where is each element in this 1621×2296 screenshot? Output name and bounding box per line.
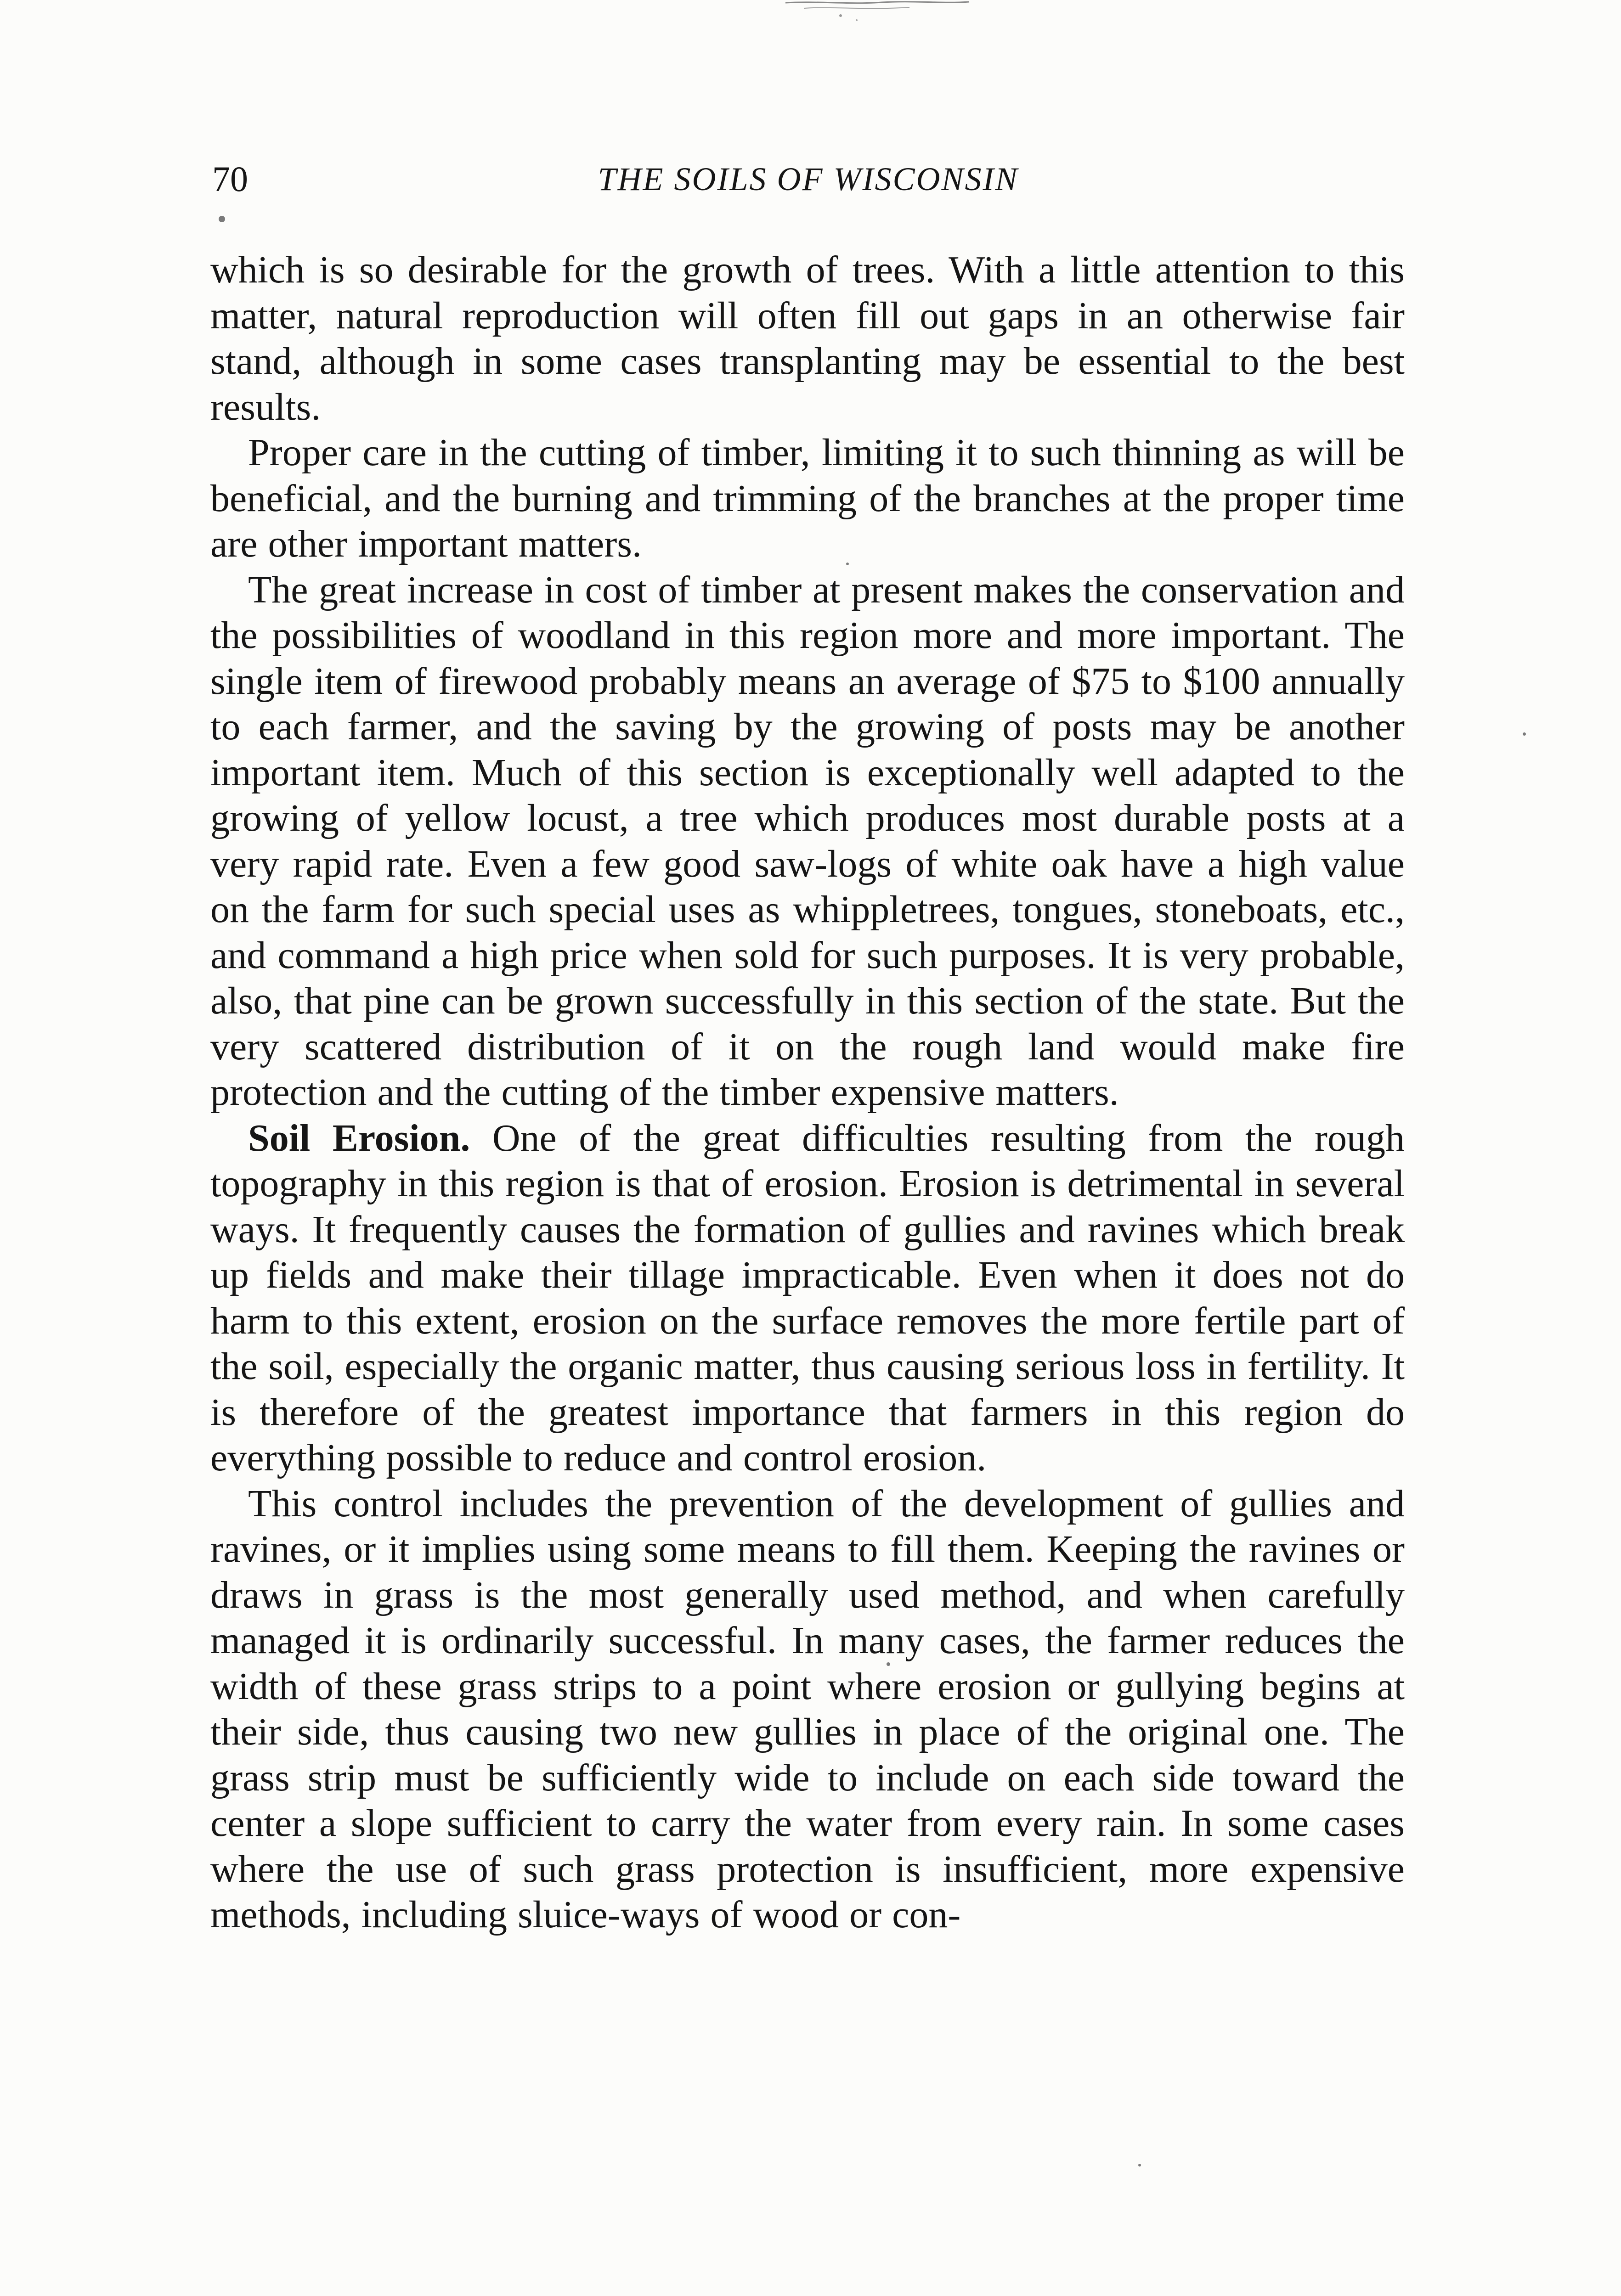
paper-speck xyxy=(1138,2164,1141,2167)
paper-speck xyxy=(1523,732,1526,736)
section-heading-soil-erosion: Soil Erosion. xyxy=(248,1116,470,1159)
body-text xyxy=(210,247,1405,1938)
running-header xyxy=(212,154,1404,204)
paragraph-soil-erosion xyxy=(210,1115,1405,1481)
running-title: THE SOILS OF WISCONSIN xyxy=(598,161,1019,197)
print-smudge xyxy=(776,0,974,28)
paragraph-erosion-control: This control includes the prevention of the development of gullies and ravines, or it implies using some means to fill them. Keeping the ravines or draws in grass is the most generally used method, and when carefully managed it is ordinarily successful. In many cases, the farmer reduces the width of these grass strips to a point where erosion or gullying begins at their side, thus causing two new gullies in place of the original one. The grass strip must be sufficiently wide to include on each side toward the center a slope sufficient to carry the water from every rain. In some cases where the use of such grass protection is insufficient, more expensive methods, including sluice-ways of wood or con- xyxy=(210,1482,1405,1936)
paragraph-woodland-conservation: The great increase in cost of timber at present makes the conservation and the possibilities of woodland in this region more and more important. The single item of firewood probably means an average of $75 to $100 annually to each farmer, and the saving by the growing of posts may be another important item. Much of this section is exceptionally well adapted to the growing of yellow locust, a tree which produces most durable posts at a very rapid rate. Even a few good saw-logs of white oak have a high value on the farm for such special uses as whippletrees, tongues, stoneboats, etc., and command a high price when sold for such purposes. It is very probable, also, that pine can be grown successfully in this section of the state. But the very scattered distribution of it on the rough land would make fire protection and the cutting of the timber expensive matters. xyxy=(210,568,1405,1114)
paper-speck xyxy=(219,216,225,222)
page-number: 70 xyxy=(212,159,248,199)
paragraph-timber-cutting: Proper care in the cutting of timber, limiting it to such thinning as will be beneficial, and the burning and trimming of the branches at the proper time are other important matters. xyxy=(210,431,1405,565)
paragraph-soil-erosion-text: One of the great difficulties resulting from the rough topography in this region is that of erosion. Erosion is detrimental in several ways. It frequently causes the formation of gullies and ravines which break up fields and make their tillage impracticable. Even when it does not do harm to this extent, erosion on the surface removes the more fertile part of the soil, especially the organic matter, thus causing serious loss in fertility. It is therefore of the greatest importance that farmers in this region do everything possible to reduce and control erosion. xyxy=(210,1116,1405,1479)
paragraph-tree-reproduction: which is so desirable for the growth of trees. With a little attention to this matter, natural reproduction will often fill out gaps in an otherwise fair stand, although in some cases transplanting may be essential to the best results. xyxy=(210,248,1405,428)
